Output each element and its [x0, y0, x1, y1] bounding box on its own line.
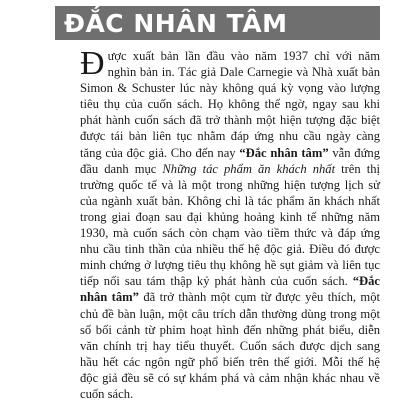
- text-segment-2: vẫn đứng đầu danh mục: [80, 145, 381, 176]
- page-title: ĐẮC NHÂN TÂM: [64, 9, 288, 38]
- article-body: [80, 45, 381, 402]
- category-italic: Những tác phẩm ăn khách nhất: [162, 161, 336, 176]
- text-segment-4: đã trở thành một cụm từ được yêu thích, một chủ đề bàn luận, một câu trích dẫn thường dùng trong một số bối cảnh từ phim hoạt hình đến những phát biểu, diễn văn chính trị hay tiểu thuyết. Cuốn sách được dịch sang hầu hết các ngôn ngữ phổ biến trên thế giới. Mỗi thế hệ độc giả đều sẽ có sự khám phá và cảm nhận khác nhau về cuốn sách.: [80, 290, 380, 401]
- article-paragraph: [80, 45, 381, 402]
- drop-cap: Đ: [80, 45, 105, 82]
- book-title-bold-2: “Đắc nhân tâm”: [80, 274, 380, 305]
- book-title-bold-1: “Đắc nhân tâm”: [239, 145, 329, 160]
- text-segment-3: trên thị trường quốc tế và là một trong những hiện tượng lịch sử của ngành xuất bản. Không chỉ là tác phẩm ăn khách nhất trong giai đoạn sau đại khủng hoảng kinh tế những năm 1930, mà cuốn sách còn chạm vào tiềm thức và đáp ứng nhu cầu tinh thần của nhiều thế hệ độc giả. Điều đó được minh chứng ở lượng tiêu thụ không hề sụt giảm và liên tục tiếp nối sau tám thập kỷ phát hành của cuốn sách.: [80, 161, 381, 289]
- text-segment-1: ược xuất bản lần đầu vào năm 1937 chỉ với năm nghìn bản in. Tác giả Dale Carnegie và Nhà xuất bản Simon & Schuster lúc này không quá kỳ vọng vào lượng tiêu thụ của cuốn sách. Họ không thể ngờ, ngay sau khi phát hành cuốn sách đã trở thành một hiện tượng đặc biệt được tái bản liên tục nhằm đáp ứng nhu cầu ngày càng tăng của độc giả. Cho đến nay: [80, 49, 380, 160]
